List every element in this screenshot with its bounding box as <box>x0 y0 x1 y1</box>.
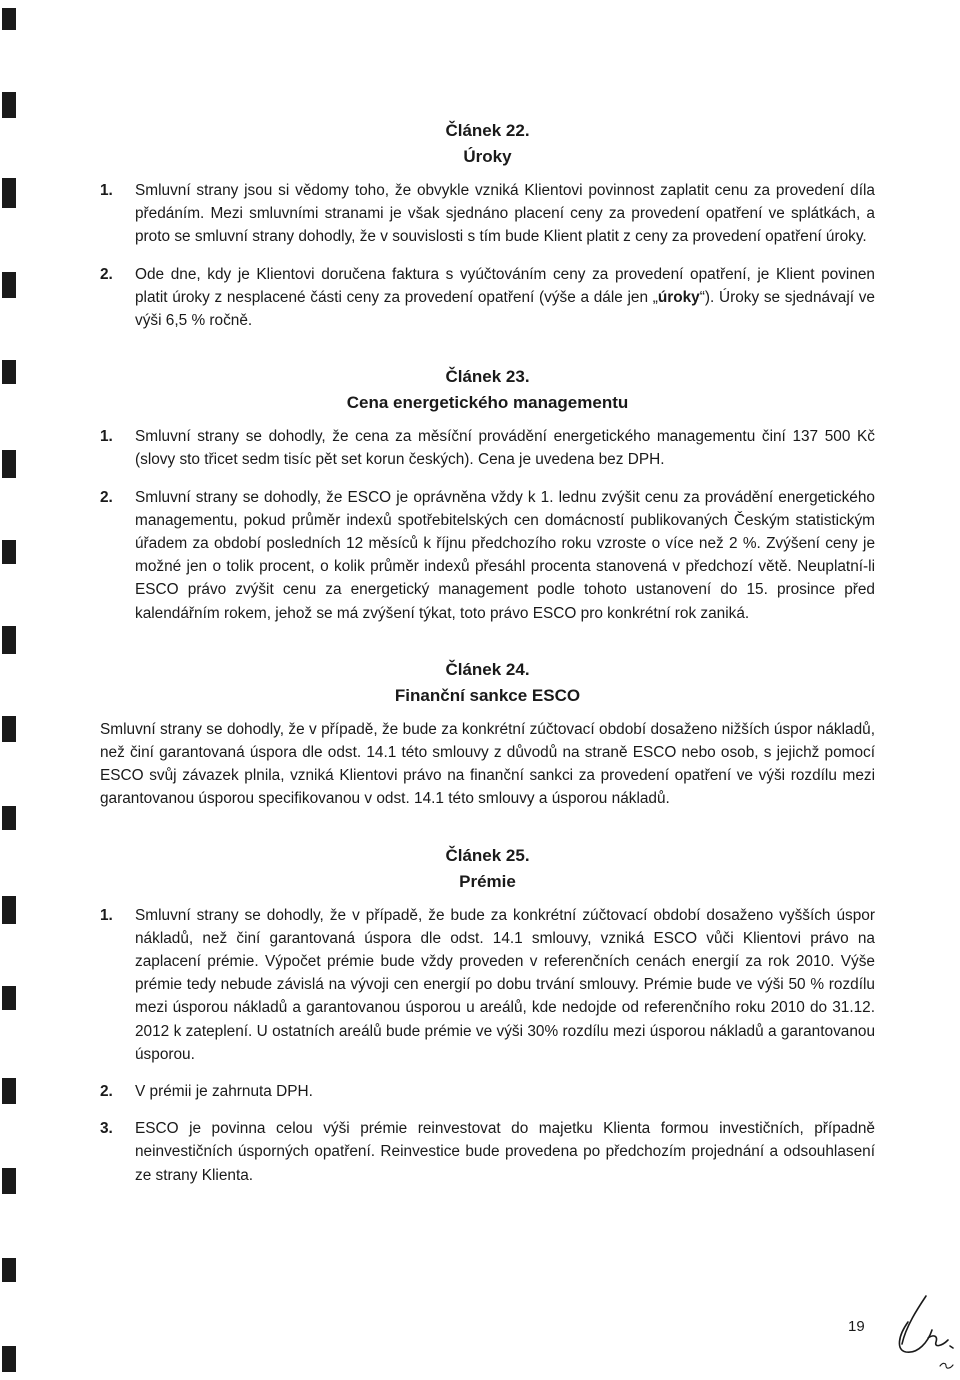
page-number: 19 <box>848 1318 865 1335</box>
paragraph-text-after: “). Úroky se sjednávají ve výši 6,5 % ročně. <box>135 288 875 330</box>
paragraph <box>100 179 875 249</box>
article-number: Článek 24. <box>445 659 530 679</box>
article-title: Cena energetického managementu <box>346 393 629 413</box>
paragraph <box>100 1117 875 1187</box>
paragraph <box>100 263 875 333</box>
article-title: Finanční sankce ESCO <box>394 685 581 705</box>
paragraph <box>100 425 875 471</box>
article-heading <box>100 364 875 416</box>
article-title: Úroky <box>463 147 512 166</box>
paragraph <box>100 904 875 1066</box>
paragraph-text: Smluvní strany se dohodly, že cena za měsíční provádění energetického managementu činí 137 500 Kč (slovy sto třicet sedm tisíc pět set korun českých). Cena je uvedena bez DPH. <box>135 428 875 469</box>
binding-edge-marks <box>0 0 26 1380</box>
paragraph-number: 1. <box>100 428 113 446</box>
paragraph-number: 2. <box>100 1083 113 1101</box>
article-heading <box>100 118 875 170</box>
paragraph <box>100 486 875 625</box>
paragraph-number: 1. <box>100 906 113 924</box>
paragraph-number: 1. <box>100 182 113 199</box>
article-number: Článek 23. <box>445 367 530 387</box>
article-title: Prémie <box>459 871 516 891</box>
article-heading <box>100 843 875 895</box>
paragraph-text <box>135 266 875 329</box>
paragraph-text: Smluvní strany se dohodly, že v případě, že bude za konkrétní zúčtovací období dosaženo vyšších úspor nákladů, než činí garantovaná úspora dle odst. 14.1 smlouvy, vzniká ESCO vůči Klientovi právo na zaplacení prémie. Výpočet prémie bude vždy proveden v referenčních cenách energií za rok 2010. Výše prémie tedy nebude závislá na vývoji cen energií po dobu trvání smlouvy. Prémie bude ve výši 50 % rozdílu mezi úsporou nákladů a garantovanou úsporou u areálů, kde nedojde od referenčního roku 2010 do 31.12. 2012 k zateplení. U ostatních areálů bude prémie ve výši 30% rozdílu mezi úsporou nákladů a garantovanou úsporou. <box>135 906 875 1063</box>
article-heading <box>100 657 875 709</box>
paragraph-text: Smluvní strany jsou si vědomy toho, že obvykle vzniká Klientovi povinnost zaplatit cenu za provedení díla předáním. Mezi smluvními stranami je však sjednáno placení ceny za provedení opatření ve splátkách, a proto se smluvní strany dohodly, že v souvislosti s tím bude Klient platit z ceny za provedení opatření úroky. <box>135 182 875 246</box>
paragraph <box>100 1080 875 1103</box>
paragraph-number: 3. <box>100 1120 113 1138</box>
paragraph-text-before: Ode dne, kdy je Klientovi doručena faktura s vyúčtováním ceny za provedení opatření, je Klient povinen platit úroky z nesplacené části ceny za provedení opatření (výše a dále jen „ <box>135 265 875 306</box>
paragraph-number: 2. <box>100 265 113 283</box>
article-text: Smluvní strany se dohodly, že v případě, že bude za konkrétní zúčtovací období dosaženo nižších úspor nákladů, než činí garantovaná úspora dle odst. 14.1 této smlouvy z důvodů na straně ESCO nebo osob, s jejichž pomocí ESCO svůj závazek plnila, vzniká Klientovi právo na finanční sankci za provedení opatření ve výši rozdílu mezi garantovanou úsporou specifikovanou v odst. 14.1 této smlouvy a úsporou nákladů. <box>100 720 875 808</box>
document-body <box>100 118 875 1187</box>
article-22 <box>100 118 875 332</box>
paragraph-text: V prémii je zahrnuta DPH. <box>135 1083 313 1101</box>
signature-icon <box>888 1286 960 1376</box>
article-24 <box>100 657 875 811</box>
defined-term: úroky <box>657 288 700 306</box>
paragraph-number: 2. <box>100 488 113 506</box>
article-number: Článek 25. <box>445 845 530 865</box>
paragraph-text: ESCO je povinna celou výši prémie reinvestovat do majetku Klienta formou investičních, případně neinvestičních úsporných opatření. Reinvestice bude provedena po předchozím projednání a odsouhlasení ze strany Klienta. <box>135 1120 875 1184</box>
paragraph-text: Smluvní strany se dohodly, že ESCO je oprávněna vždy k 1. lednu zvýšit cenu za provádění energetického managementu, pokud průměr indexů spotřebitelských cen domácností publikovaných Českým statistickým úřadem za období posledních 12 měsíců k říjnu předchozího roku vzroste o více než 2 %. Zvýšení ceny je možné jen o tolik procent, o kolik průměr indexů přesáhl procenta stanovená v předchozí větě. Neuplatní-li ESCO právo zvýšit cenu za energetický management podle tohoto ustanovení do 15. prosince před kalendářním rokem, jehož se má zvýšení týkat, toto právo ESCO pro konkrétní rok zaniká. <box>135 488 875 622</box>
article-number: Článek 22. <box>445 121 530 140</box>
article-23 <box>100 364 875 625</box>
article-25 <box>100 843 875 1187</box>
